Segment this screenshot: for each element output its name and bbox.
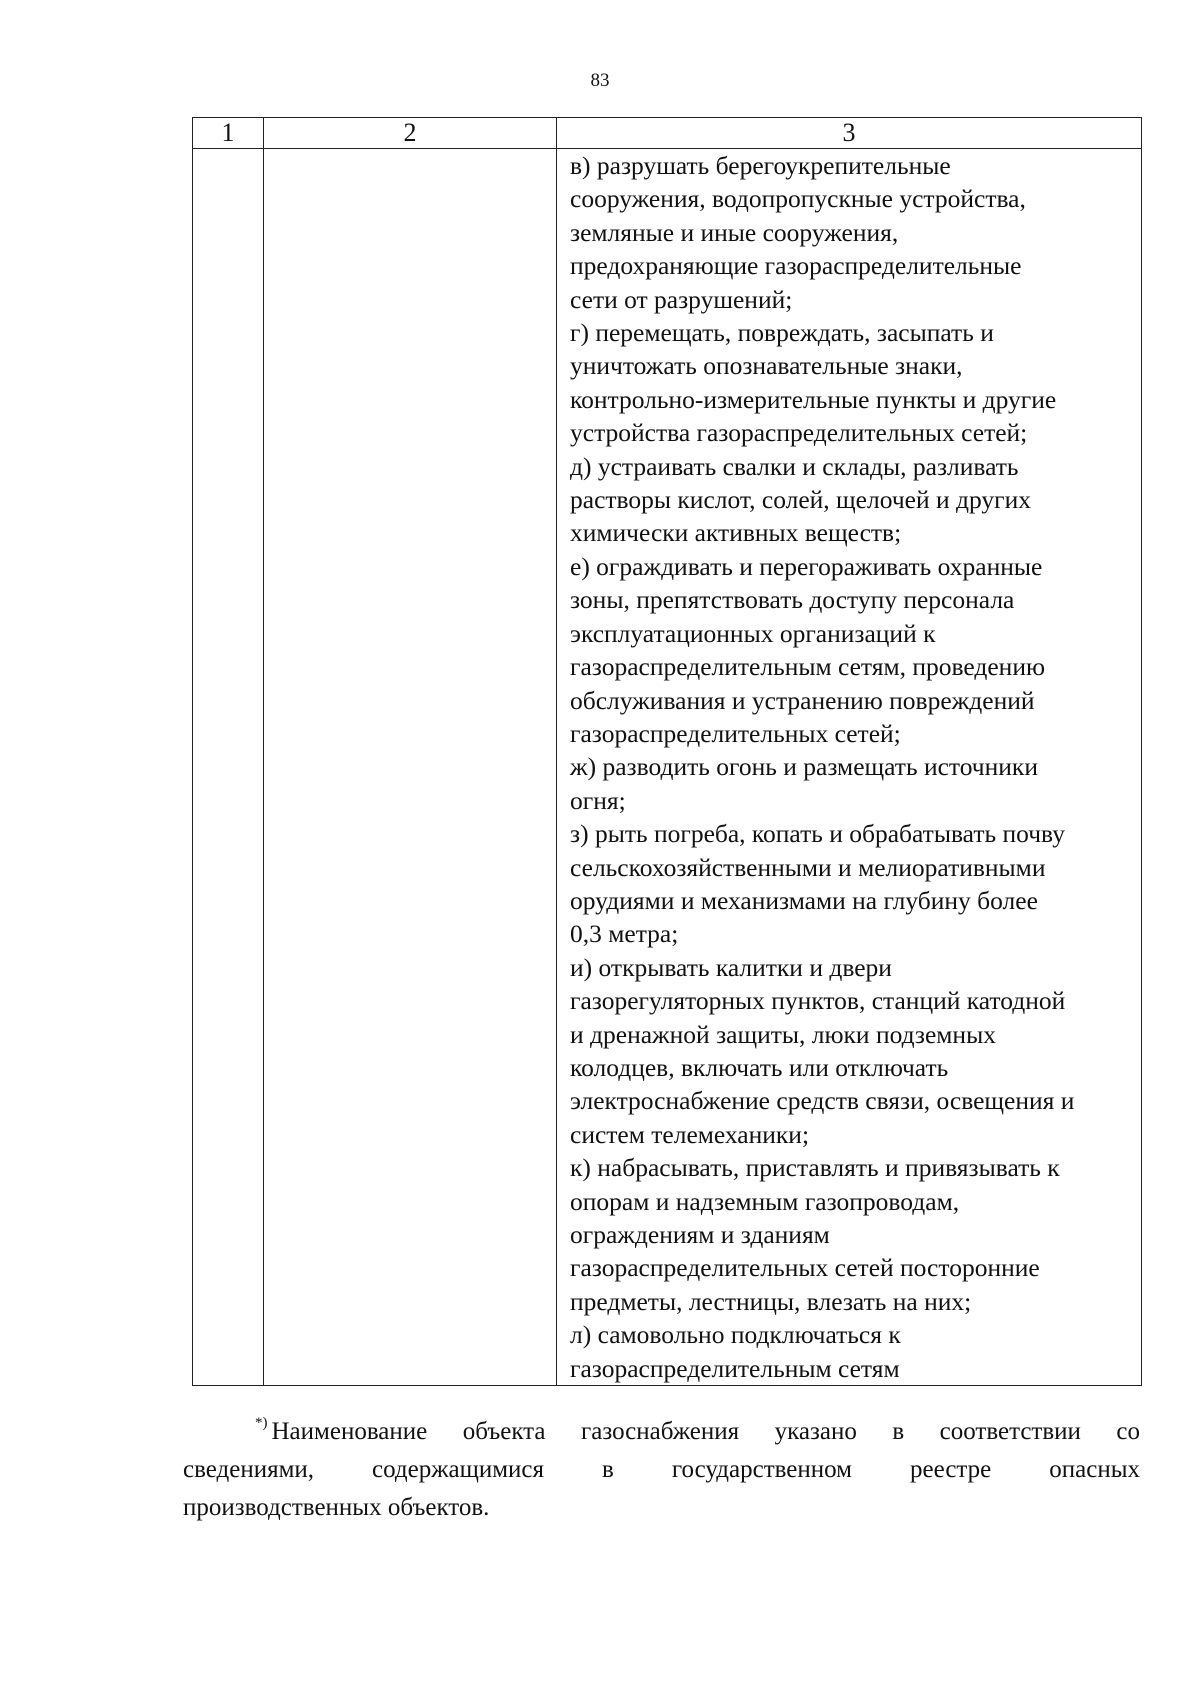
list-line: колодцев, включать или отключать [570,1052,949,1082]
footnote-word: реестре [910,1456,992,1483]
cell-column-3 [557,149,1142,1386]
list-line: химически активных веществ; [570,518,902,548]
list-line: в) разрушать берегоукрепительные [570,151,951,180]
cell-column-2 [264,149,557,1386]
list-line: д) устраивать свалки и склады, разливать [570,451,1019,481]
footnote-word: в [892,1418,905,1445]
list-line: опорам и надземным газопроводам, [570,1186,960,1216]
list-line: устройства газораспределительных сетей; [570,418,1028,448]
column-header-3: 3 [557,118,1142,149]
footnote-word: указано [774,1418,857,1445]
footnote-word: со [1116,1418,1140,1445]
footnote-word: опасных [1049,1456,1140,1483]
list-line: з) рыть погреба, копать и обрабатывать почву [570,819,1065,849]
list-line: орудиями и механизмами на глубину более [570,885,1038,915]
list-line: эксплуатационных организаций к [570,618,936,648]
footnote-word: содержащимися [372,1456,545,1483]
footnote-word: государственном [671,1456,852,1483]
list-line: контрольно-измерительные пункты и другие [570,384,1057,414]
list-line: огня; [570,785,626,815]
list-line: предметы, лестницы, влезать на них; [570,1286,972,1316]
list-line: ж) разводить огонь и размещать источники [570,752,1038,782]
footnote-word: соответствии [939,1418,1081,1445]
footnote-word: сведениями, [183,1456,315,1483]
list-line: систем телемеханики; [570,1119,810,1149]
list-line: предохраняющие газораспределительные [570,251,1022,281]
list-line: ограждениям и зданиям [570,1220,830,1249]
list-line: обслуживания и устранению повреждений [570,685,1035,715]
prohibitions-list [570,149,1141,1385]
footnote-line-3: производственных объектов. [183,1494,490,1521]
list-line: е) ограждивать и перегораживать охранные [570,551,1043,581]
list-line: к) набрасывать, приставлять и привязывать к [570,1153,1060,1183]
column-header-2: 2 [264,118,557,149]
list-line: 0,3 метра; [570,919,679,949]
footnote-line-2 [183,1451,1140,1489]
footnote-line-1 [183,1413,1140,1451]
requirements-table [192,117,1142,1386]
list-line: л) самовольно подключаться к [570,1320,901,1350]
list-line: и дренажной защиты, люки подземных [570,1019,996,1049]
footnote-word [255,1413,427,1451]
list-line: земляные и иные сооружения, [570,217,899,247]
list-line: газорегуляторных пунктов, станций катодной [570,986,1066,1016]
footnote-word-text: Наименование [271,1418,428,1445]
list-line: газораспределительным сетям, проведению [570,652,1046,682]
list-line: газораспределительных сетей посторонние [570,1253,1040,1283]
list-line: и) открывать калитки и двери [570,952,892,982]
cell-column-1 [193,149,264,1386]
table-header-row [193,118,1142,149]
list-line: зоны, препятствовать доступу персонала [570,585,1015,615]
list-line: сооружения, водопропускные устройства, [570,184,1026,214]
footnote-word: газоснабжения [580,1418,740,1445]
footnote-word: объекта [462,1418,546,1445]
footnote-marker: *) [255,1415,268,1431]
list-line: уничтожать опознавательные знаки, [570,351,963,381]
list-line: газораспределительным сетям [570,1353,900,1383]
list-line: газораспределительных сетей; [570,718,901,748]
column-header-1: 1 [193,118,264,149]
table-body-row [193,149,1142,1386]
list-line: растворы кислот, солей, щелочей и других [570,485,1031,515]
footnote-word: в [602,1456,614,1483]
list-line: сети от разрушений; [570,284,793,314]
list-line: г) перемещать, повреждать, засыпать и [570,318,994,348]
footnote [183,1413,1140,1527]
page-number: 83 [590,70,610,91]
list-line: электроснабжение средств связи, освещения и [570,1086,1075,1116]
list-line: сельскохозяйственными и мелиоративными [570,852,1046,882]
